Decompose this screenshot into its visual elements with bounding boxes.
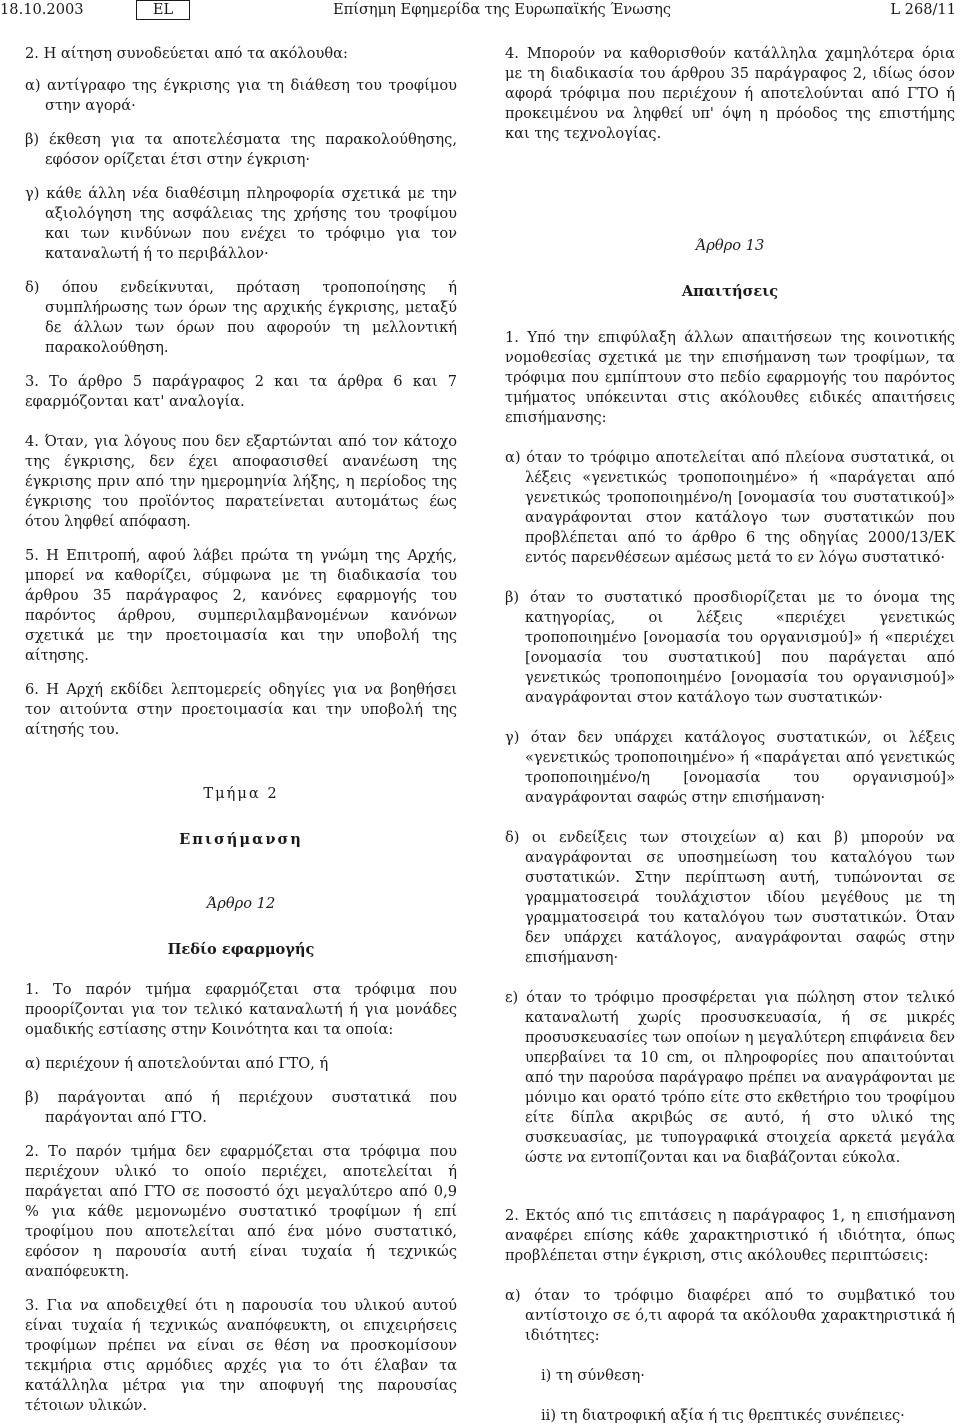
article-13-item-c: γ) όταν δεν υπάρχει κατάλογος συστατικών, οι λέξεις «γενετικώς τροποποιημένο» ή «παράγεται από γενετικώς τροποποιημένο/η [ονομασία του οργανισμού]» αναγράφονται σαφώς στην επισήμανση· xyxy=(505,729,955,806)
section-title: Επισήμανση xyxy=(179,831,303,848)
article-13-title: Απαιτήσεις xyxy=(681,283,779,300)
article-13-item-b: β) όταν το συστατικό προσδιορίζεται με το όνομα της κατηγορίας, οι λέξεις «περιέχει γενετικώς τροποποιημένο [ονομασία του οργανισμού]» ή «περιέχει [ονομασία του συστατικού] που παράγεται από γενετικώς τροποποιημένο [ονομασία του οργανισμού]» αναγράφονται στον κατάλογο των συστατικών· xyxy=(505,589,955,706)
left-column xyxy=(25,44,457,1416)
article-13-paragraph-2-item-a: α) όταν το τρόφιμο διαφέρει από το συμβατικό του αντίστοιχο σε ό,τι αφορά τα ακόλουθα χαρακτηριστικά ή ιδιότητες: xyxy=(505,1287,955,1344)
paragraph-2: 2. Η αίτηση συνοδεύεται από τα ακόλουθα: xyxy=(25,45,348,62)
paragraph-5: 5. Η Επιτροπή, αφού λάβει πρώτα τη γνώμη της Αρχής, μπορεί να καθορίζει, σύμφωνα με τη διαδικασία του άρθρου 35 παράγραφος 2, κανόνες εφαρμογής του παρόντος άρθρου, συμπεριλαμβανομένων κανόνων σχετικά με την προετοιμασία και την υποβολή της αίτησης. xyxy=(25,547,457,664)
item-a: α) αντίγραφο της έγκρισης για τη διάθεση του τροφίμου στην αγορά· xyxy=(25,77,457,114)
language-badge: EL xyxy=(136,0,190,20)
article-12-paragraph-2: 2. Το παρόν τμήμα δεν εφαρμόζεται στα τρόφιμα που περιέχουν υλικό το οποίο περιέχει, αποτελείται ή παράγεται από ΓΤΟ σε ποσοστό όχι μεγαλύτερο από 0,9 % για κάθε μεμονωμένο συστατικό τροφίμων ή επί τροφίμου που αποτελείται από ένα μόνο συστατικό, εφόσον η παρουσία αυτή είναι τυχαία ή τεχνικώς αναπόφευκτη. xyxy=(25,1143,457,1280)
article-13-subitem-ii: ii) τη διατροφική αξία ή τις θρεπτικές συνέπειες· xyxy=(541,1407,905,1424)
article-13-subitem-i: i) τη σύνθεση· xyxy=(541,1367,645,1384)
article-12-number: Άρθρο 12 xyxy=(206,895,276,912)
article-12-item-a: α) περιέχουν ή αποτελούνται από ΓΤΟ, ή xyxy=(25,1055,329,1072)
header-date: 18.10.2003 xyxy=(0,1,84,18)
paragraph-3: 3. Το άρθρο 5 παράγραφος 2 και τα άρθρα 6 και 7 εφαρμόζονται κατ' αναλογία. xyxy=(25,373,457,410)
article-13-paragraph-1: 1. Υπό την επιφύλαξη άλλων απαιτήσεων της κοινοτικής νομοθεσίας σχετικά με την επισήμανση των τροφίμων, τα τρόφιμα που εμπίπτουν στο πεδίο εφαρμογής του παρόντος τμήματος υπόκεινται στις ακόλουθες ειδικές απαιτήσεις επισήμανσης: xyxy=(505,329,955,426)
page-reference: L 268/11 xyxy=(890,1,956,18)
page-header xyxy=(0,0,960,22)
article-13-item-e: ε) όταν το τρόφιμο προσφέρεται για πώληση στον τελικό καταναλωτή χωρίς προσυσκευασία, ή σε μικρές προσυσκευασίες των οποίων η μεγαλύτερη επιφάνεια δεν υπερβαίνει τα 10 cm, οι πληροφορίες που απαιτούνται από την παρούσα παράγραφο πρέπει να αναγράφονται με μόνιμο και ορατό τρόπο είτε στο εκθετήριο του τροφίμου είτε δίπλα ακριβώς σε αυτό, ή στο υλικό της συσκευασίας, με τυπογραφικά στοιχεία αρκετά μεγάλα ώστε να εντοπίζονται και να διαβάζονται εύκολα. xyxy=(505,989,955,1166)
right-column xyxy=(505,44,955,1426)
article-13-item-d: δ) οι ενδείξεις των στοιχείων α) και β) μπορούν να αναγράφονται σε υποσημείωση του καταλόγου των συστατικών. Στην περίπτωση αυτή, τυπώνονται σε γραμματοσειρά τουλάχιστον ιδίου μεγέθους με τη γραμματοσειρά του καταλόγου των συστατικών. Όταν δεν υπάρχει κατάλογος, αναγράφονται σαφώς στην επισήμανση· xyxy=(505,829,955,966)
item-d: δ) όπου ενδείκνυται, πρόταση τροποποίησης ή συμπλήρωσης των όρων της αρχικής έγκρισης, μεταξύ δε άλλων των όρων που αφορούν τη μελλοντική παρακολούθηση. xyxy=(25,279,457,356)
article-12-paragraph-1: 1. Το παρόν τμήμα εφαρμόζεται στα τρόφιμα που προορίζονται για τον τελικό καταναλωτή ή για μονάδες ομαδικής εστίασης στην Κοινότητα και τα οποία: xyxy=(25,981,457,1038)
article-13-number: Άρθρο 13 xyxy=(695,237,765,254)
article-12-paragraph-4: 4. Μπορούν να καθορισθούν κατάλληλα χαμηλότερα όρια με τη διαδικασία του άρθρου 35 παράγραφος 2, ιδίως όσον αφορά τρόφιμα που περιέχουν ή αποτελούνται από ΓΤΟ ή προκειμένου να ληφθεί υπ' όψη η πρόοδος της επιστήμης και της τεχνολογίας. xyxy=(505,45,955,142)
paragraph-4: 4. Όταν, για λόγους που δεν εξαρτώνται από τον κάτοχο της έγκρισης, δεν έχει αποφασισθεί ανανέωση της έγκρισης πριν από την ημερομηνία λήξης, η περίοδος της έγκρισης του προϊόντος παρατείνεται αυτομάτως έως ότου ληφθεί απόφαση. xyxy=(25,433,457,530)
article-13-paragraph-2: 2. Εκτός από τις επιτάσεις η παράγραφος 1, η επισήμανση αναφέρει επίσης κάθε χαρακτηριστικό ή ιδιότητα, όπως προβλέπεται στην έγκριση, στις ακόλουθες περιπτώσεις: xyxy=(505,1207,955,1264)
item-c: γ) κάθε άλλη νέα διαθέσιμη πληροφορία σχετικά με την αξιολόγηση της ασφάλειας της χρήσης του τροφίμου και των κινδύνων που ενέχει το τρόφιμο για τον καταναλωτή ή το περιβάλλον· xyxy=(25,185,457,262)
article-12-paragraph-3: 3. Για να αποδειχθεί ότι η παρουσία του υλικού αυτού είναι τυχαία ή τεχνικώς αναπόφευκτη, οι επιχειρήσεις τροφίμων πρέπει να είναι σε θέση να προσκομίσουν τεκμήρια στις αρμόδιες αρχές για το ότι έλαβαν τα κατάλληλα μέτρα για την αποφυγή της παρουσίας τέτοιων υλικών. xyxy=(25,1297,457,1414)
item-b: β) έκθεση για τα αποτελέσματα της παρακολούθησης, εφόσον ορίζεται έτσι στην έγκριση· xyxy=(25,131,457,168)
article-12-item-b: β) παράγονται από ή περιέχουν συστατικά που παράγονται από ΓΤΟ. xyxy=(25,1089,457,1126)
journal-title: Επίσημη Εφημερίδα της Ευρωπαϊκής Ένωσης xyxy=(333,1,672,18)
article-13-item-a: α) όταν το τρόφιμο αποτελείται από πλείονα συστατικά, οι λέξεις «γενετικώς τροποποιημένο» ή «παράγεται από γενετικώς τροποποιημένο/η [ονομασία του συστατικού]» αναγράφονται στον κατάλογο των συστατικών που προβλέπεται από το άρθρο 6 της οδηγίας 2000/13/ΕΚ εντός παρενθέσεων αμέσως μετά το εν λόγω συστατικό· xyxy=(505,449,955,566)
article-12-title: Πεδίο εφαρμογής xyxy=(167,941,315,958)
section-number: Τμήμα 2 xyxy=(203,785,279,802)
paragraph-6: 6. Η Αρχή εκδίδει λεπτομερείς οδηγίες για να βοηθήσει τον αιτούντα στην προετοιμασία και την υποβολή της αίτησής του. xyxy=(25,681,457,738)
